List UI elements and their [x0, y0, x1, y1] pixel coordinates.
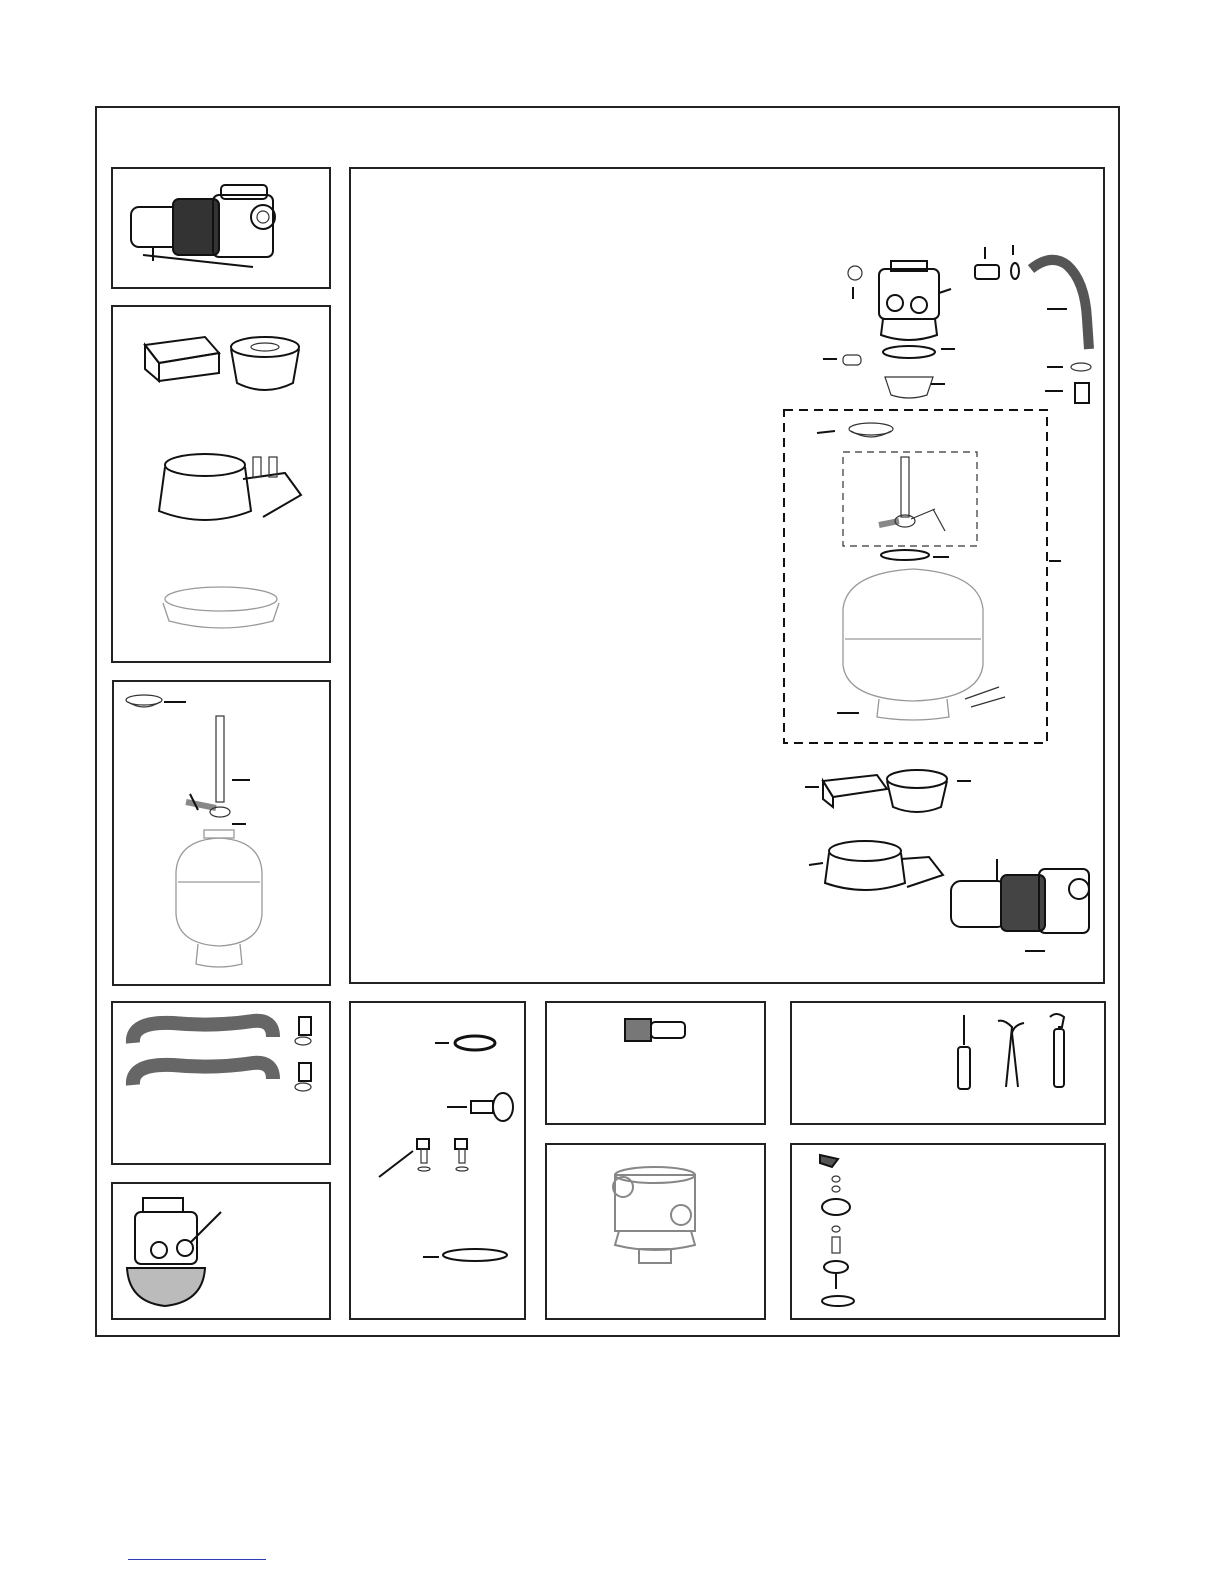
adapter-panel [545, 1001, 766, 1125]
o-ring-icon [351, 1003, 528, 1322]
exploded-diagram-icon [351, 169, 1107, 986]
multiport-valve-icon [113, 1184, 333, 1322]
valve-parts-icon [792, 1145, 1108, 1322]
base-panel [111, 305, 331, 663]
pump-exploded-icon [951, 859, 1089, 951]
valve-body-icon [547, 1145, 768, 1322]
sand-tank-icon [114, 682, 333, 988]
tools-icon [792, 1003, 1108, 1127]
pump-panel [111, 167, 331, 289]
valve-body-panel [545, 1143, 766, 1320]
tools-panel [790, 1001, 1106, 1125]
filter-base-icon [113, 307, 333, 665]
hose-icon [113, 1003, 333, 1167]
valve-parts-panel [790, 1143, 1106, 1320]
footer-link[interactable] [128, 1559, 266, 1560]
pliers-icon [998, 1021, 1024, 1087]
multiport-valve-top-icon [823, 261, 955, 398]
hose-fittings-icon [975, 245, 1091, 403]
wrench-icon [1050, 1014, 1064, 1087]
hardware-panel [349, 1001, 526, 1320]
pump-motor-icon [113, 169, 333, 291]
exploded-view-panel [349, 167, 1105, 984]
hose-adapter-icon [547, 1003, 768, 1127]
valve-panel [111, 1182, 331, 1320]
screwdriver-icon [958, 1015, 970, 1089]
base-exploded-icon [805, 770, 971, 890]
hoses-panel [111, 1001, 331, 1165]
tank-assembly-panel [112, 680, 331, 986]
